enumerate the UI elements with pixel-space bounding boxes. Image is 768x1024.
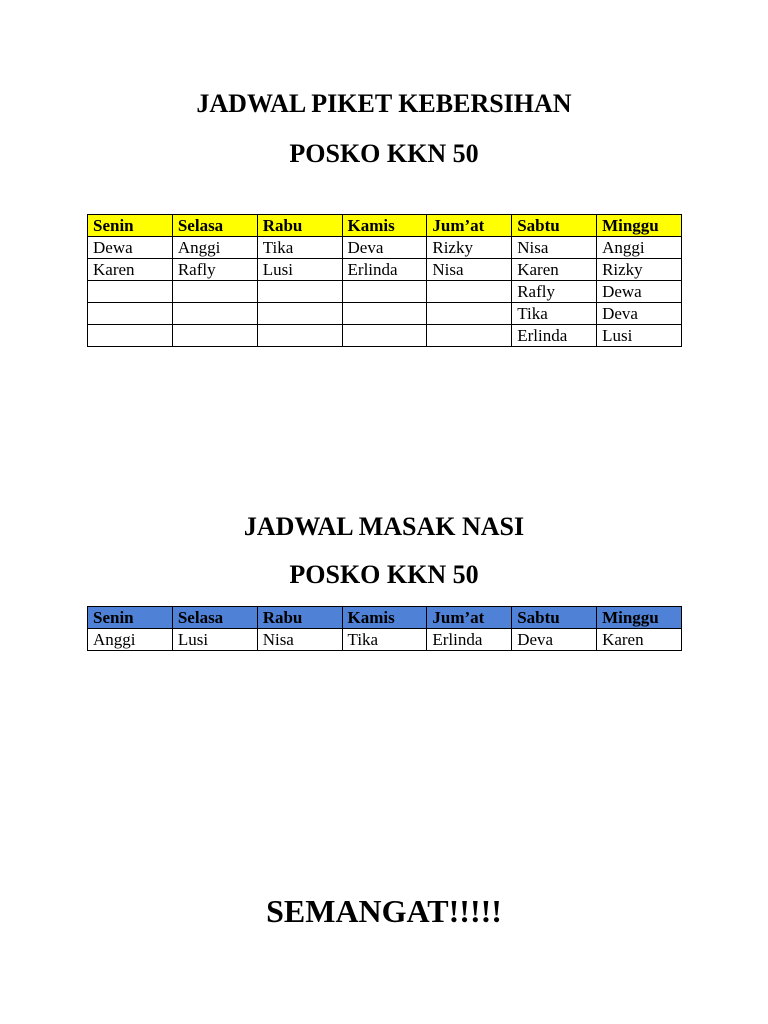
name-cell: Nisa: [427, 259, 512, 281]
piket-subtitle: POSKO KKN 50: [289, 139, 479, 168]
day-header: Minggu: [597, 215, 682, 237]
day-header: Kamis: [342, 607, 427, 629]
day-header: Sabtu: [512, 215, 597, 237]
name-cell: Rafly: [172, 259, 257, 281]
name-cell: Tika: [257, 237, 342, 259]
name-cell: [427, 303, 512, 325]
name-cell: [427, 281, 512, 303]
day-header: Rabu: [257, 607, 342, 629]
name-cell: [427, 325, 512, 347]
piket-schedule-table: [87, 214, 682, 347]
piket-title: JADWAL PIKET KEBERSIHAN: [196, 89, 572, 118]
table-row: [88, 629, 682, 651]
name-cell: Anggi: [597, 237, 682, 259]
masak-subtitle: POSKO KKN 50: [289, 560, 479, 589]
day-header: Jum’at: [427, 215, 512, 237]
masak-title: JADWAL MASAK NASI: [243, 512, 525, 541]
day-header: Selasa: [172, 215, 257, 237]
name-cell: [342, 325, 427, 347]
name-cell: [257, 303, 342, 325]
day-header: Kamis: [342, 215, 427, 237]
masak-schedule-table: [87, 606, 682, 651]
piket-header-row: [88, 215, 682, 237]
masak-header-row: [88, 607, 682, 629]
name-cell: [342, 303, 427, 325]
name-cell: Nisa: [257, 629, 342, 651]
name-cell: Tika: [512, 303, 597, 325]
name-cell: [88, 325, 173, 347]
closing-message: SEMANGAT!!!!!: [266, 893, 502, 929]
day-header: Sabtu: [512, 607, 597, 629]
day-header: Rabu: [257, 215, 342, 237]
name-cell: Tika: [342, 629, 427, 651]
name-cell: Karen: [88, 259, 173, 281]
table-row: [88, 325, 682, 347]
name-cell: Rizky: [427, 237, 512, 259]
day-header: Jum’at: [427, 607, 512, 629]
name-cell: Anggi: [172, 237, 257, 259]
name-cell: Erlinda: [427, 629, 512, 651]
table-row: [88, 281, 682, 303]
name-cell: Lusi: [597, 325, 682, 347]
name-cell: Erlinda: [342, 259, 427, 281]
name-cell: [172, 303, 257, 325]
day-header: Senin: [88, 215, 173, 237]
name-cell: [257, 325, 342, 347]
name-cell: Rizky: [597, 259, 682, 281]
name-cell: [172, 281, 257, 303]
name-cell: Erlinda: [512, 325, 597, 347]
day-header: Selasa: [172, 607, 257, 629]
name-cell: Deva: [342, 237, 427, 259]
name-cell: Nisa: [512, 237, 597, 259]
table-row: [88, 303, 682, 325]
name-cell: [88, 281, 173, 303]
name-cell: Rafly: [512, 281, 597, 303]
name-cell: [257, 281, 342, 303]
day-header: Senin: [88, 607, 173, 629]
day-header: Minggu: [597, 607, 682, 629]
name-cell: Dewa: [88, 237, 173, 259]
table-row: [88, 259, 682, 281]
name-cell: [172, 325, 257, 347]
name-cell: Anggi: [88, 629, 173, 651]
table-row: [88, 237, 682, 259]
name-cell: Lusi: [172, 629, 257, 651]
name-cell: Deva: [597, 303, 682, 325]
name-cell: Lusi: [257, 259, 342, 281]
name-cell: Dewa: [597, 281, 682, 303]
name-cell: [88, 303, 173, 325]
name-cell: [342, 281, 427, 303]
name-cell: Karen: [512, 259, 597, 281]
name-cell: Karen: [597, 629, 682, 651]
name-cell: Deva: [512, 629, 597, 651]
